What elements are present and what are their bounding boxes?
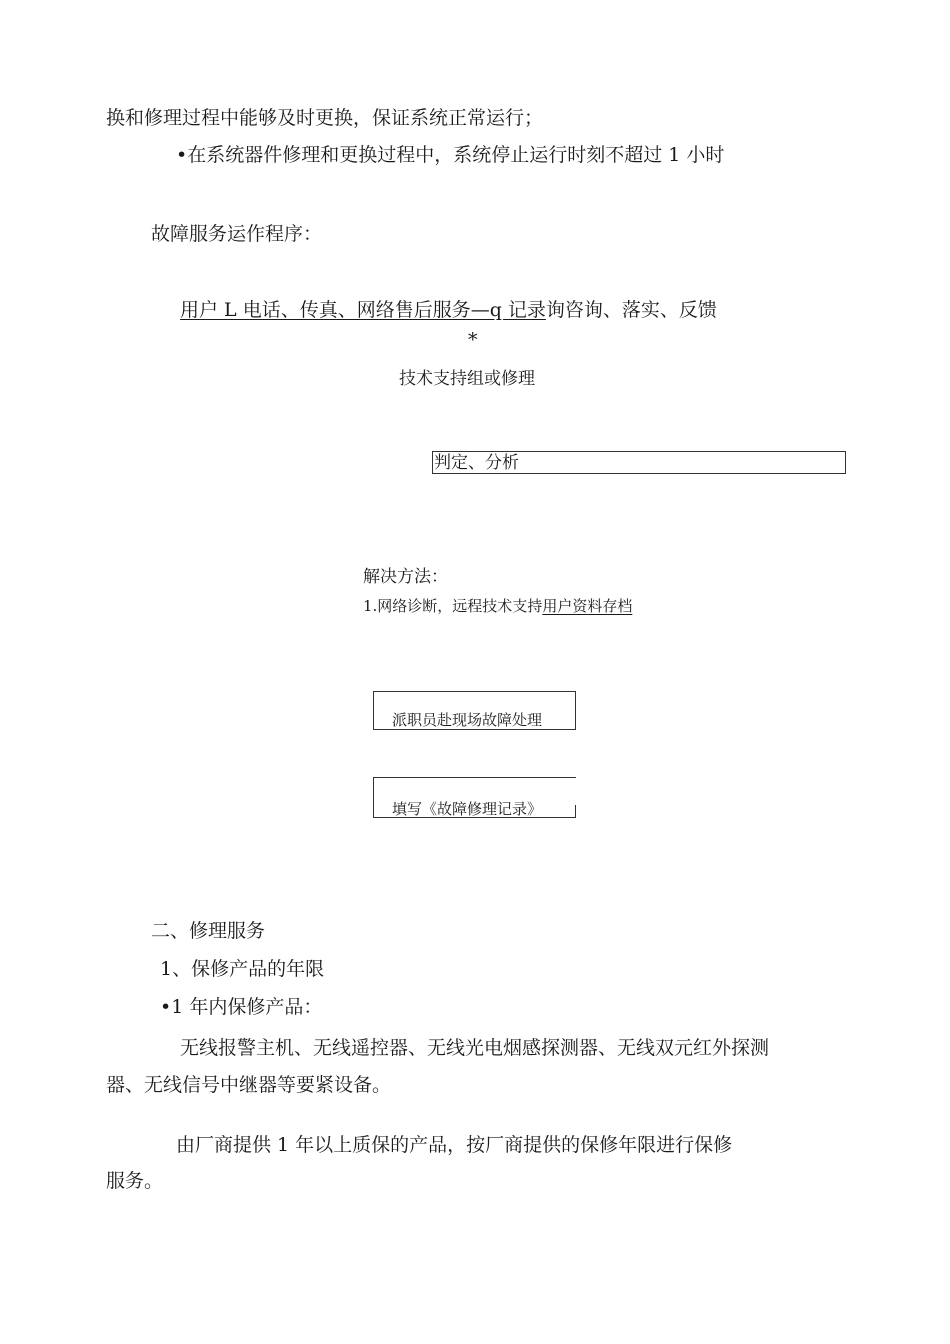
flow-line-1 [180, 301, 717, 320]
devices-line-2: 器、无线信号中继器等要紧设备。 [106, 1074, 392, 1096]
paragraph-replace-repair: 换和修理过程中能够及时更换，保证系统正常运行； [106, 107, 544, 129]
section2-heading: 二、修理服务 [151, 920, 266, 942]
dispatch-label: 派职员赴现场故障处理 [392, 711, 543, 729]
flow-consult: 询咨询、落实、反馈 [545, 299, 717, 321]
judge-box [432, 451, 846, 474]
flow-arrow: * [468, 329, 478, 351]
record-box [373, 777, 576, 818]
devices-line-1: 无线报警主机、无线遥控器、无线光电烟感探测器、无线双元红外探测 [180, 1037, 770, 1059]
record-box-edge [575, 805, 576, 818]
solution-remote-support: 1.网络诊断，远程技术支持 [363, 597, 543, 615]
section2-bullet: •1 年内保修产品： [160, 996, 323, 1018]
section2-item-1: 1、保修产品的年限 [160, 958, 325, 980]
record-label: 填写《故障修理记录》 [392, 800, 543, 818]
flow-user-channels: 用户 L 电话、传真、网络售后服务—q 记录 [180, 299, 546, 321]
solution-archive: 用户资料存档 [542, 597, 633, 615]
process-heading: 故障服务运作程序： [151, 223, 323, 245]
dispatch-box [373, 691, 576, 730]
judge-label: 判定、分析 [434, 453, 519, 473]
vendor-line-1: 由厂商提供 1 年以上质保的产品，按厂商提供的保修年限进行保修 [176, 1134, 733, 1156]
solution-heading: 解决方法： [363, 567, 448, 587]
bullet-downtime: •在系统器件修理和更换过程中，系统停止运行时刻不超过 1 小时 [176, 144, 725, 166]
flow-support-group: 技术支持组或修理 [399, 369, 535, 389]
solution-item-1 [363, 599, 632, 614]
vendor-line-2: 服务。 [106, 1170, 164, 1192]
